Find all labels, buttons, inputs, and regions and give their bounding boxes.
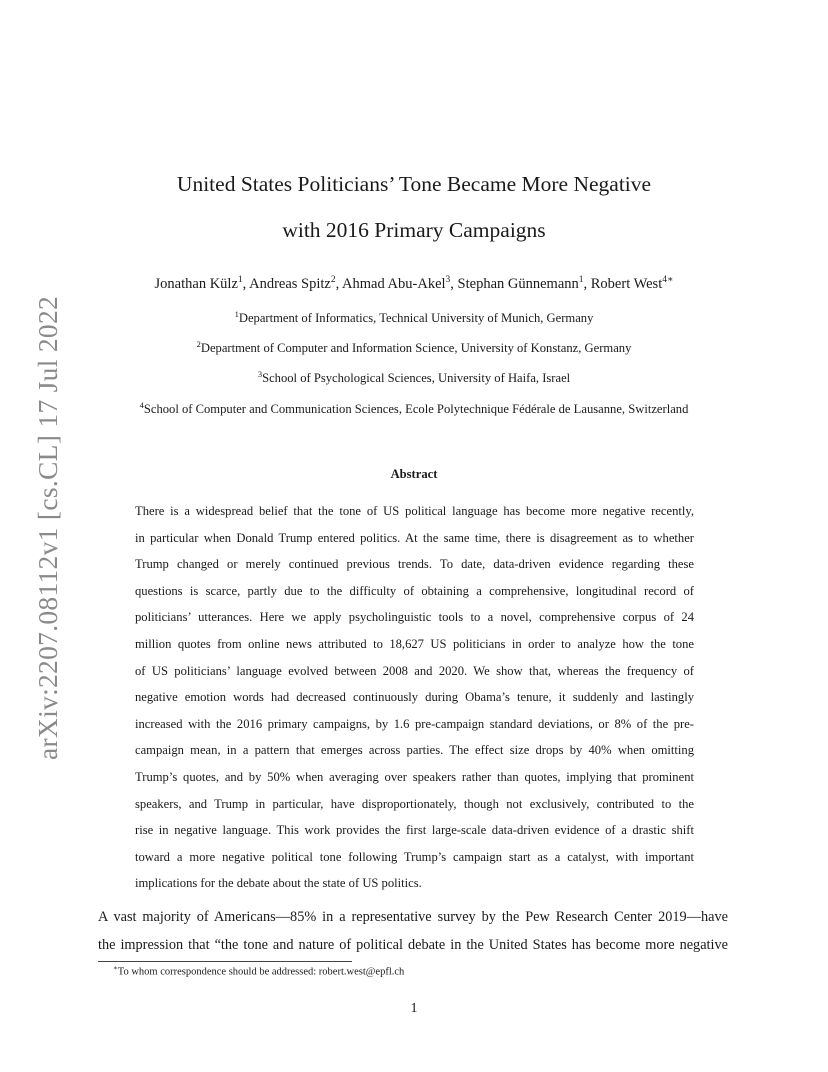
author-name: Stephan Günnemann (457, 275, 579, 292)
abstract-line: in particular when Donald Trump entered politics. At the same time, there is disagreement as to whether (135, 530, 694, 545)
author-affiliation-mark: 4∗ (662, 275, 674, 285)
abstract-line: Trump’s quotes, and by 50% when averaging over speakers rather than quotes, implying that prominent (135, 769, 694, 784)
affiliation (0, 369, 828, 386)
author-separator: , (335, 275, 343, 292)
arxiv-stamp: arXiv:2207.08112v1 [cs.CL] 17 Jul 2022 (32, 295, 63, 761)
abstract-line: implications for the debate about the state of US politics. (135, 876, 422, 891)
author-separator: , (242, 275, 250, 292)
affiliation-mark: 4 (139, 400, 144, 410)
abstract-heading: Abstract (390, 467, 438, 481)
author-name: Jonathan Külz (154, 275, 238, 292)
author-affiliation-mark: 1 (578, 275, 584, 285)
abstract-line: There is a widespread belief that the tone of US political language has become more negative recently, (135, 504, 694, 518)
author-affiliation-mark: 3 (445, 275, 451, 285)
author-name: Andreas Spitz (249, 275, 331, 292)
abstract-line: increased with the 2016 primary campaigns, by 1.6 pre-campaign standard deviations, or 8% of the pre- (135, 716, 694, 731)
footnote-mark: ∗ (113, 964, 118, 972)
author-affiliation-mark: 2 (330, 275, 336, 285)
author-separator: , (450, 275, 458, 292)
author-affiliation-mark: 1 (237, 275, 243, 285)
affiliation (0, 339, 828, 356)
body-line: the impression that “the tone and nature of political debate in the United States has become more negative (98, 937, 728, 953)
affiliation-text: Department of Informatics, Technical University of Munich, Germany (238, 311, 594, 326)
page-number: 1 (410, 1001, 418, 1016)
abstract-line: negative emotion words had decreased continuously during Obama’s tenure, it suddenly and lastingly (135, 690, 694, 705)
affiliation (0, 309, 828, 326)
footnote (113, 964, 404, 978)
affiliation-mark: 3 (257, 369, 263, 379)
affiliation-text: Department of Computer and Information Science, University of Konstanz, Germany (200, 341, 632, 356)
abstract-line: speakers, and Trump in particular, have disproportionately, though not exclusively, contributed to the (135, 796, 694, 811)
affiliation-mark: 1 (234, 309, 239, 319)
affiliation-text: School of Psychological Sciences, University of Haifa, Israel (262, 371, 571, 386)
abstract-line: toward a more negative political tone following Trump’s campaign start as a catalyst, with important (135, 849, 694, 864)
paper-title-line-2: with 2016 Primary Campaigns (282, 218, 546, 242)
author-name: Ahmad Abu-Akel (342, 275, 446, 292)
abstract-line: politicians’ utterances. Here we apply psycholinguistic tools to a novel, comprehensive corpus of 24 (135, 610, 694, 625)
body-line: A vast majority of Americans—85% in a representative survey by the Pew Research Center 2019—have (98, 909, 728, 925)
footnote-text: To whom correspondence should be addressed: robert.west@epfl.ch (117, 966, 405, 978)
author-separator: , (583, 275, 591, 292)
footnote-divider (98, 961, 352, 962)
abstract-line: rise in negative language. This work provides the first large-scale data-driven evidence of a drastic shift (135, 823, 694, 838)
abstract-line: questions is scarce, partly due to the difficulty of obtaining a comprehensive, longitudinal record of (135, 583, 694, 598)
abstract-body (135, 498, 694, 897)
paper-title-line-1: United States Politicians’ Tone Became More Negative (176, 172, 652, 196)
abstract-line: campaign mean, in a pattern that emerges across parties. The effect size drops by 40% when omitting (135, 743, 694, 758)
affiliation-text: School of Computer and Communication Sciences, Ecole Polytechnique Fédérale de Lausanne, Switzerland (143, 402, 689, 417)
affiliation (0, 400, 828, 417)
abstract-line: of US politicians’ language evolved between 2008 and 2020. We show that, whereas the frequency of (135, 663, 694, 678)
body-paragraph (98, 903, 728, 959)
abstract-line: Trump changed or merely continued previous trends. To date, data-driven evidence regarding these (135, 557, 694, 572)
author-list (0, 274, 828, 293)
author-name: Robert West (590, 275, 663, 292)
affiliation-mark: 2 (196, 339, 201, 349)
abstract-line: million quotes from online news attributed to 18,627 US politicians in order to analyze how the tone (135, 636, 694, 651)
